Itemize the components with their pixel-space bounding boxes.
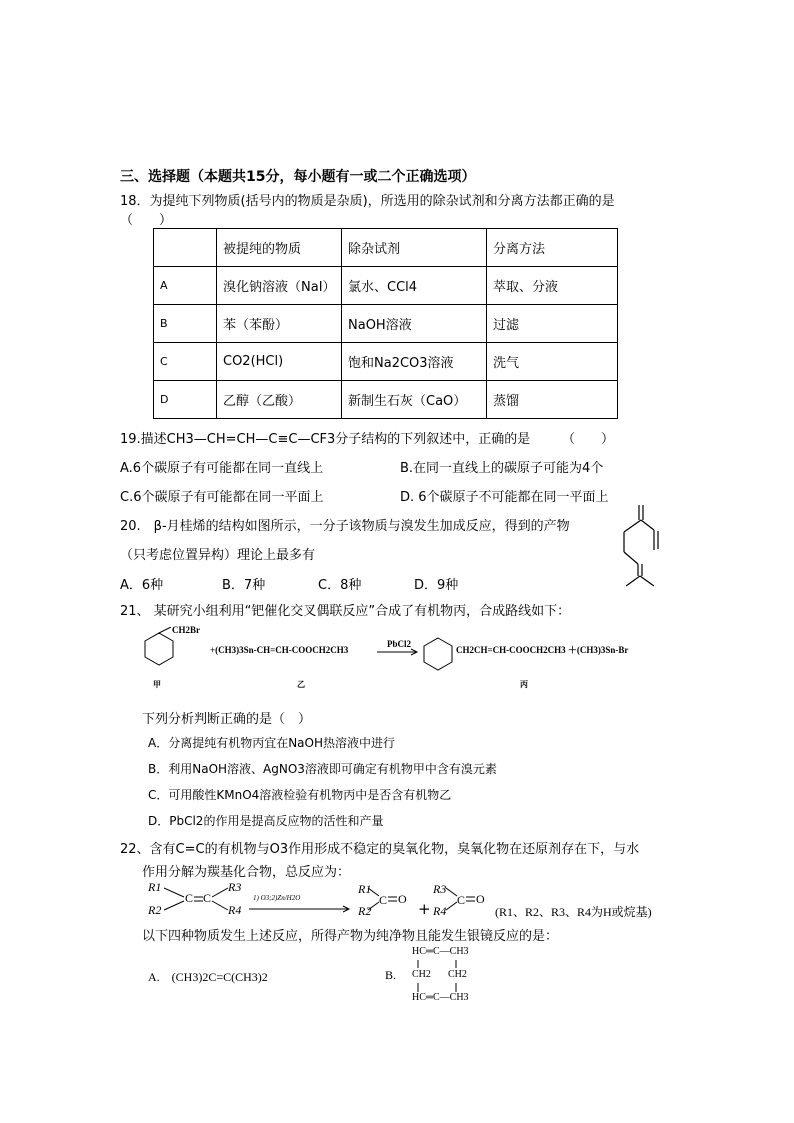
label-bing: 丙 [520, 680, 528, 689]
q21-product: CH2CH=CH-COOCH2CH3 ＋(CH3)3Sn-Br [456, 645, 629, 655]
table-cell: CO2(HCl) [217, 343, 342, 381]
o-label: O [398, 892, 407, 906]
q19-option-c: C.6个碳原子有可能都在同一平面上 [120, 490, 324, 505]
q21-catalyst: PbCl2 [387, 639, 412, 649]
table-cell: 苯（苯酚） [217, 305, 342, 343]
c-label: C [379, 893, 388, 907]
b-top-row: HC═C—CH3 [412, 946, 469, 957]
q18-stem: 18．为提纯下列物质(括号内的物质是杂质)，所选用的除杂试剂和分离方法都正确的是 [120, 194, 615, 209]
reaction-arrow-icon [376, 648, 420, 656]
table-row [154, 343, 618, 381]
q21-option-c: C．可用酸性KMnO4溶液检验有机物丙中是否含有机物乙 [148, 788, 452, 802]
r4-label: R4 [433, 904, 447, 918]
q21-reagent: +(CH3)3Sn-CH=CH-COOCH2CH3 [210, 645, 349, 655]
myrcene-structure [612, 500, 672, 590]
q19-option-b: B.在同一直线上的碳原子可能为4个 [400, 461, 604, 476]
q22-option-b-label: B. [385, 968, 397, 982]
r2-label: R2 [358, 904, 372, 918]
q21-option-a: A．分离提纯有机物丙宜在NaOH热溶液中进行 [148, 736, 396, 750]
q22-line3: 以下四种物质发生上述反应，所得产物为纯净物且能发生银镜反应的是： [142, 929, 559, 944]
table-row [154, 267, 618, 305]
carbonyl-bonds [444, 886, 480, 914]
table-row [154, 381, 618, 419]
section-title: 三、选择题（本题共15分，每小题有一或二个正确选项） [120, 169, 476, 185]
ring-bonds [412, 958, 472, 994]
table-cell: 萃取、分液 [487, 267, 618, 305]
reaction-condition: 1) O3;2)Zn/H2O [253, 894, 301, 902]
carbonyl-bonds [366, 886, 402, 914]
q22-line1: 22、含有C=C的有机物与O3作用形成不稳定的臭氧化物，臭氧化物在还原剂存在下，与水 [120, 842, 640, 857]
r2-label: R2 [148, 903, 162, 917]
benzene-ring-icon [422, 632, 458, 674]
table-cell: 洗气 [487, 343, 618, 381]
q21-ch2br: CH2Br [172, 625, 200, 635]
alkene-bonds [160, 884, 240, 914]
q19-paren: （ ） [562, 432, 615, 447]
table-header: 除杂试剂 [342, 229, 487, 267]
q21-option-d: D．PbCl2的作用是提高反应物的活性和产量 [148, 814, 384, 828]
label-yi: 乙 [297, 680, 305, 689]
table-header: 分离方法 [487, 229, 618, 267]
q21-ask: 下列分析判断正确的是（ ） [142, 712, 312, 727]
c-label: C [203, 891, 212, 905]
q18-paren: （ ） [120, 213, 173, 228]
q20-option-a: A．6种 [120, 578, 164, 593]
b-mid-left: CH2 [412, 969, 431, 980]
table-cell: B [154, 305, 217, 343]
q20-option-d: D．9种 [414, 578, 459, 593]
table-cell: 氯水、CCl4 [342, 267, 487, 305]
q22-line2: 作用分解为羰基化合物，总反应为： [142, 865, 351, 880]
plus-sign: + [418, 900, 431, 918]
r1-label: R1 [148, 880, 162, 894]
q20-line2: （只考虑位置异构）理论上最多有 [120, 548, 316, 563]
c-label: C [185, 891, 194, 905]
table-cell: 溴化钠溶液（NaI） [217, 267, 342, 305]
q20-option-b: B．7种 [222, 578, 266, 593]
table-cell: 过滤 [487, 305, 618, 343]
q20-line1: 20. β-月桂烯的结构如图所示，一分子该物质与溴发生加成反应，得到的产物 [120, 519, 570, 534]
q20-option-c: C．8种 [318, 578, 362, 593]
label-jia: 甲 [153, 680, 161, 689]
r3-label: R3 [228, 880, 242, 894]
q19-option-a: A.6个碳原子有可能都在同一直线上 [120, 461, 324, 476]
b-mid-right: CH2 [448, 969, 467, 980]
q19-stem: 19.描述CH3—CH=CH—C≡C—CF3分子结构的下列叙述中，正确的是 [120, 432, 531, 447]
c-label: C [457, 893, 466, 907]
table-cell: 新制生石灰（CaO） [342, 381, 487, 419]
r4-label: R4 [228, 903, 242, 917]
q21-option-b: B．利用NaOH溶液、AgNO3溶液即可确定有机物甲中含有溴元素 [148, 762, 497, 776]
table-header: 被提纯的物质 [217, 229, 342, 267]
q19-option-d: D. 6个碳原子不可能都在同一平面上 [400, 490, 609, 505]
q22-option-a: A. (CH3)2C=C(CH3)2 [148, 970, 268, 984]
q21-stem: 21、 某研究小组利用“钯催化交叉偶联反应”合成了有机物丙，合成路线如下： [120, 604, 571, 619]
reaction-arrow-icon [248, 905, 352, 913]
table-cell: 饱和Na2CO3溶液 [342, 343, 487, 381]
table-cell: C [154, 343, 217, 381]
table-row [154, 305, 618, 343]
q22-note: (R1、R2、R3、R4为H或烷基) [495, 905, 652, 919]
r1-label: R1 [358, 882, 372, 896]
q18-table [153, 228, 618, 419]
b-bottom-row: HC═C—CH3 [412, 992, 469, 1003]
table-cell: D [154, 381, 217, 419]
r3-label: R3 [433, 882, 447, 896]
table-cell: A [154, 267, 217, 305]
table-cell: NaOH溶液 [342, 305, 487, 343]
table-cell: 蒸馏 [487, 381, 618, 419]
table-header-row [154, 229, 618, 267]
o-label: O [476, 892, 485, 906]
table-cell: 乙醇（乙酸） [217, 381, 342, 419]
table-header [154, 229, 217, 267]
